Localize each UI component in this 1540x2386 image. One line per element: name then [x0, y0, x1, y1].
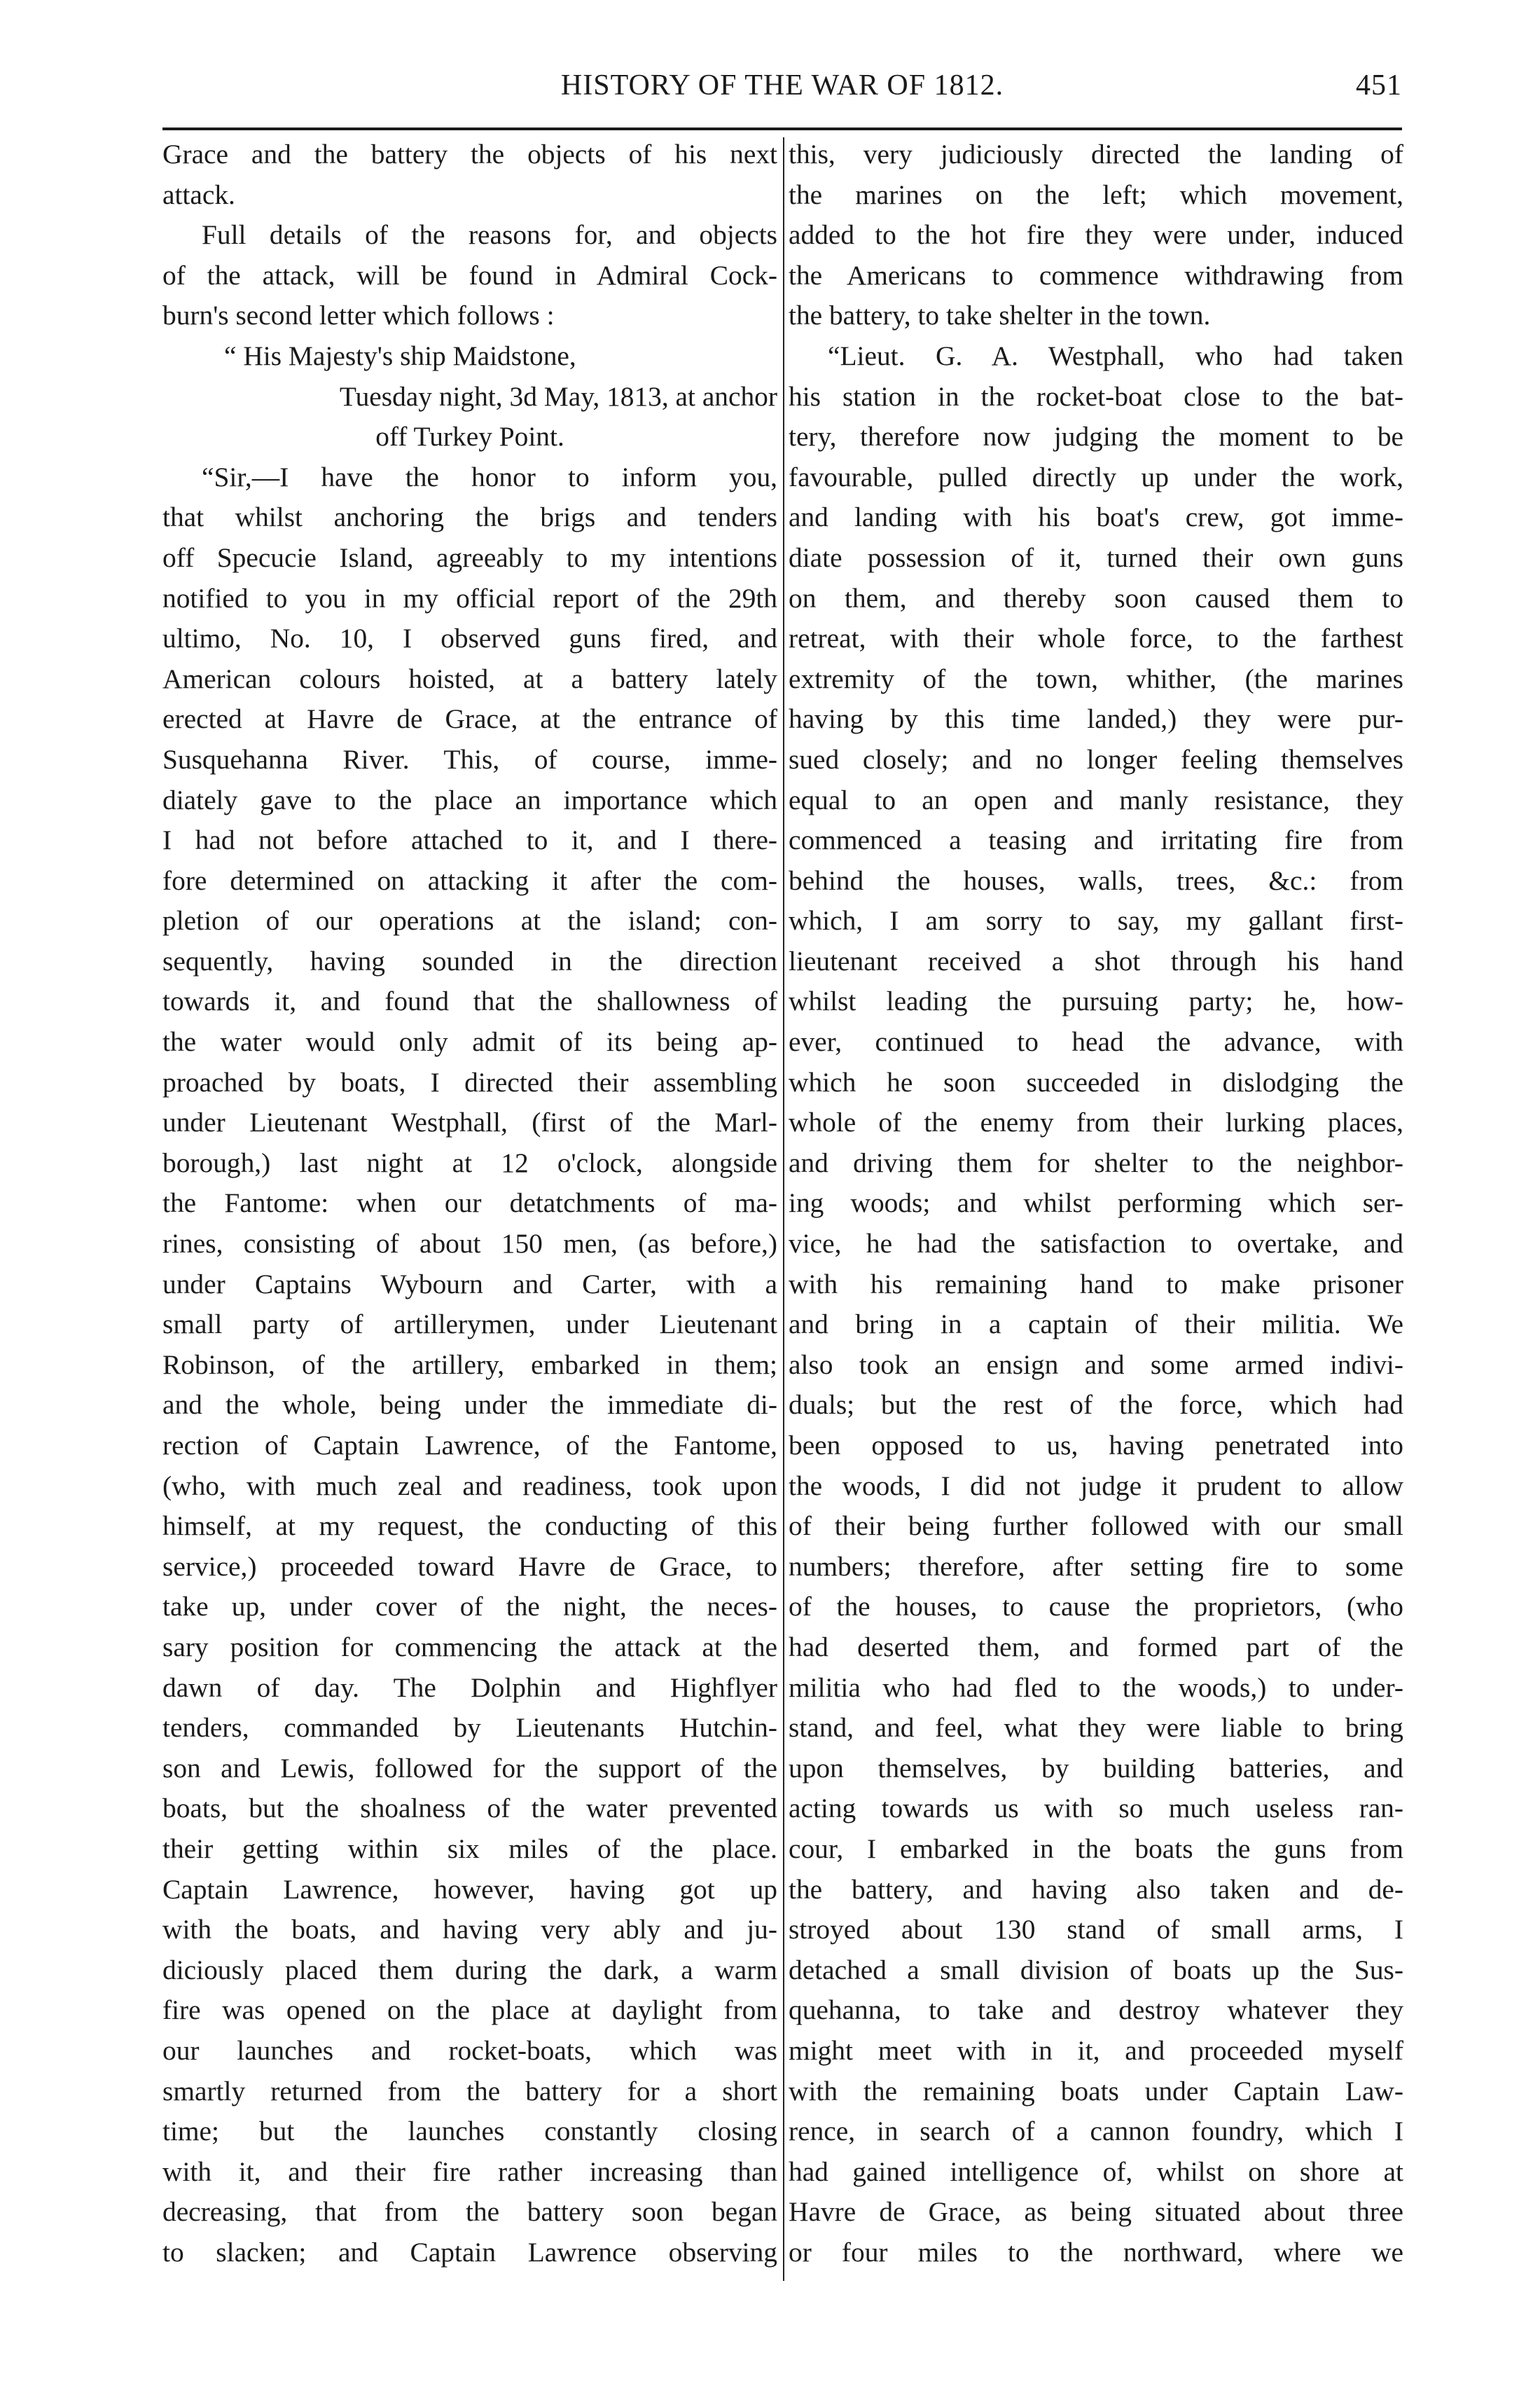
text-line: I had not before attached to it, and I there-: [162, 825, 777, 856]
left-column: [162, 135, 777, 2273]
text-line: burn's second letter which follows :: [162, 300, 555, 331]
text-line: ultimo, No. 10, I observed guns fired, and: [162, 623, 777, 654]
text-line: notified to you in my official report of the 29th: [162, 582, 777, 614]
text-line: diate possession of it, turned their own guns: [789, 542, 1403, 573]
text-line: vice, he had the satisfaction to overtake, and: [789, 1228, 1403, 1260]
text-line: and the whole, being under the immediate di-: [162, 1389, 777, 1421]
text-line: with the remaining boats under Captain Law-: [789, 2075, 1403, 2106]
text-line: sary position for commencing the attack at the: [162, 1631, 777, 1662]
text-line: to slacken; and Captain Lawrence observing: [162, 2236, 777, 2268]
text-line: stand, and feel, what they were liable to bring: [789, 1712, 1403, 1744]
text-line: with the boats, and having very ably and ju-: [162, 1914, 777, 1945]
text-line: erected at Havre de Grace, at the entrance of: [162, 703, 777, 735]
text-line: ing woods; and whilst performing which ser-: [789, 1187, 1403, 1219]
text-line: commenced a teasing and irritating fire from: [789, 825, 1403, 856]
text-line: of their being further followed with our small: [789, 1510, 1403, 1542]
text-line: stroyed about 130 stand of small arms, I: [789, 1914, 1403, 1945]
text-line: had deserted them, and formed part of the: [789, 1631, 1403, 1662]
text-line: (who, with much zeal and readiness, took upon: [162, 1470, 777, 1501]
text-line: boats, but the shoalness of the water prevented: [162, 1793, 777, 1824]
text-line: off Turkey Point.: [375, 421, 564, 453]
text-line: also took an ensign and some armed indivi-: [789, 1349, 1403, 1380]
text-line: sued closely; and no longer feeling themselves: [789, 743, 1403, 775]
text-line: under Captains Wybourn and Carter, with a: [162, 1268, 777, 1299]
text-line: Tuesday night, 3d May, 1813, at anchor: [339, 380, 777, 412]
text-line: behind the houses, walls, trees, &c.: from: [789, 864, 1403, 896]
text-line: whilst leading the pursuing party; he, how-: [789, 986, 1403, 1017]
text-line: himself, at my request, the conducting of this: [162, 1510, 777, 1542]
text-line: towards it, and found that the shallowness of: [162, 986, 777, 1017]
text-line: added to the hot fire they were under, induced: [789, 219, 1403, 251]
text-line: which, I am sorry to say, my gallant first-: [789, 905, 1403, 937]
text-line: retreat, with their whole force, to the farthest: [789, 623, 1403, 654]
right-column: [789, 135, 1403, 2273]
text-line: militia who had fled to the woods,) to under-: [789, 1671, 1403, 1703]
text-line: the Fantome: when our detatchments of ma-: [162, 1187, 777, 1219]
text-line: of the houses, to cause the proprietors, (who: [789, 1591, 1403, 1622]
text-line: cour, I embarked in the boats the guns from: [789, 1833, 1403, 1864]
text-line: tenders, commanded by Lieutenants Hutchin-: [162, 1712, 777, 1744]
text-line: on them, and thereby soon caused them to: [789, 582, 1403, 614]
text-line: dawn of day. The Dolphin and Highflyer: [162, 1671, 777, 1703]
text-line: diately gave to the place an importance which: [162, 784, 777, 815]
text-line: son and Lewis, followed for the support of the: [162, 1752, 777, 1784]
text-line: fore determined on attacking it after the com-: [162, 864, 777, 896]
text-line: “Lieut. G. A. Westphall, who had taken: [828, 340, 1403, 371]
text-line: which he soon succeeded in dislodging the: [789, 1066, 1403, 1098]
text-line: Havre de Grace, as being situated about three: [789, 2196, 1403, 2228]
text-line: having by this time landed,) they were pur-: [789, 703, 1403, 735]
text-line: detached a small division of boats up the Sus-: [789, 1954, 1403, 1985]
text-line: time; but the launches constantly closing: [162, 2116, 777, 2147]
text-line: diciously placed them during the dark, a warm: [162, 1954, 777, 1985]
header-rule: [162, 127, 1402, 130]
text-line: our launches and rocket-boats, which was: [162, 2034, 777, 2066]
text-line: been opposed to us, having penetrated into: [789, 1430, 1403, 1461]
text-line: his station in the rocket-boat close to the bat-: [789, 380, 1403, 412]
text-line: the woods, I did not judge it prudent to allow: [789, 1470, 1403, 1501]
running-title: HISTORY OF THE WAR OF 1812.: [560, 69, 1004, 102]
text-line: take up, under cover of the night, the neces-: [162, 1591, 777, 1622]
text-line: and driving them for shelter to the neighbor-: [789, 1147, 1403, 1178]
text-line: borough,) last night at 12 o'clock, alongside: [162, 1147, 777, 1178]
text-line: pletion of our operations at the island; con-: [162, 905, 777, 937]
text-line: American colours hoisted, at a battery lately: [162, 663, 777, 694]
text-line: the battery, to take shelter in the town.: [789, 300, 1211, 331]
text-line: equal to an open and manly resistance, they: [789, 784, 1403, 815]
text-line: their getting within six miles of the place.: [162, 1833, 777, 1864]
text-line: fire was opened on the place at daylight from: [162, 1994, 777, 2026]
text-line: off Specucie Island, agreeably to my intentions: [162, 542, 777, 573]
text-line: duals; but the rest of the force, which had: [789, 1389, 1403, 1421]
text-line: the Americans to commence withdrawing from: [789, 259, 1403, 291]
text-line: small party of artillerymen, under Lieutenant: [162, 1309, 777, 1340]
page-header: [162, 69, 1402, 122]
text-line: decreasing, that from the battery soon began: [162, 2196, 777, 2228]
text-line: “ His Majesty's ship Maidstone,: [224, 340, 576, 371]
text-line: and landing with his boat's crew, got imme-: [789, 502, 1403, 533]
text-line: extremity of the town, whither, (the marines: [789, 663, 1403, 694]
text-line: rines, consisting of about 150 men, (as before,): [162, 1228, 777, 1260]
text-line: the battery, and having also taken and de-: [789, 1873, 1403, 1905]
text-line: Full details of the reasons for, and objects: [202, 219, 777, 251]
text-line: Susquehanna River. This, of course, imme-: [162, 743, 777, 775]
text-line: lieutenant received a shot through his hand: [789, 945, 1403, 977]
text-line: acting towards us with so much useless ran-: [789, 1793, 1403, 1824]
text-line: might meet with in it, and proceeded myself: [789, 2034, 1403, 2066]
text-line: favourable, pulled directly up under the work,: [789, 461, 1403, 492]
column-divider: [783, 137, 784, 2281]
text-line: ever, continued to head the advance, with: [789, 1026, 1403, 1058]
text-line: and bring in a captain of their militia. We: [789, 1309, 1403, 1340]
text-line: quehanna, to take and destroy whatever they: [789, 1994, 1403, 2026]
text-line: rence, in search of a cannon foundry, which I: [789, 2116, 1403, 2147]
text-line: proached by boats, I directed their assembling: [162, 1066, 777, 1098]
text-line: with his remaining hand to make prisoner: [789, 1268, 1403, 1299]
text-line: or four miles to the northward, where we: [789, 2236, 1403, 2268]
text-line: with it, and their fire rather increasing than: [162, 2156, 777, 2187]
page-number: 451: [1356, 69, 1402, 102]
text-line: numbers; therefore, after setting fire to some: [789, 1550, 1403, 1582]
text-line: tery, therefore now judging the moment to be: [789, 421, 1403, 453]
text-line: that whilst anchoring the brigs and tenders: [162, 502, 777, 533]
text-line: upon themselves, by building batteries, and: [789, 1752, 1403, 1784]
text-line: the water would only admit of its being ap-: [162, 1026, 777, 1058]
text-line: whole of the enemy from their lurking places,: [789, 1107, 1403, 1138]
text-line: this, very judiciously directed the landing of: [789, 139, 1403, 170]
text-line: Captain Lawrence, however, having got up: [162, 1873, 777, 1905]
text-line: the marines on the left; which movement,: [789, 179, 1403, 210]
text-line: sequently, having sounded in the direction: [162, 945, 777, 977]
text-line: rection of Captain Lawrence, of the Fantome,: [162, 1430, 777, 1461]
text-line: had gained intelligence of, whilst on shore at: [789, 2156, 1403, 2187]
text-line: attack.: [162, 179, 235, 210]
text-line: service,) proceeded toward Havre de Grace, to: [162, 1550, 777, 1582]
text-line: of the attack, will be found in Admiral Cock-: [162, 259, 777, 291]
text-line: Robinson, of the artillery, embarked in them;: [162, 1349, 777, 1380]
text-line: under Lieutenant Westphall, (first of the Marl-: [162, 1107, 777, 1138]
text-line: “Sir,—I have the honor to inform you,: [202, 461, 777, 492]
text-line: Grace and the battery the objects of his next: [162, 139, 777, 170]
text-line: smartly returned from the battery for a short: [162, 2075, 777, 2106]
